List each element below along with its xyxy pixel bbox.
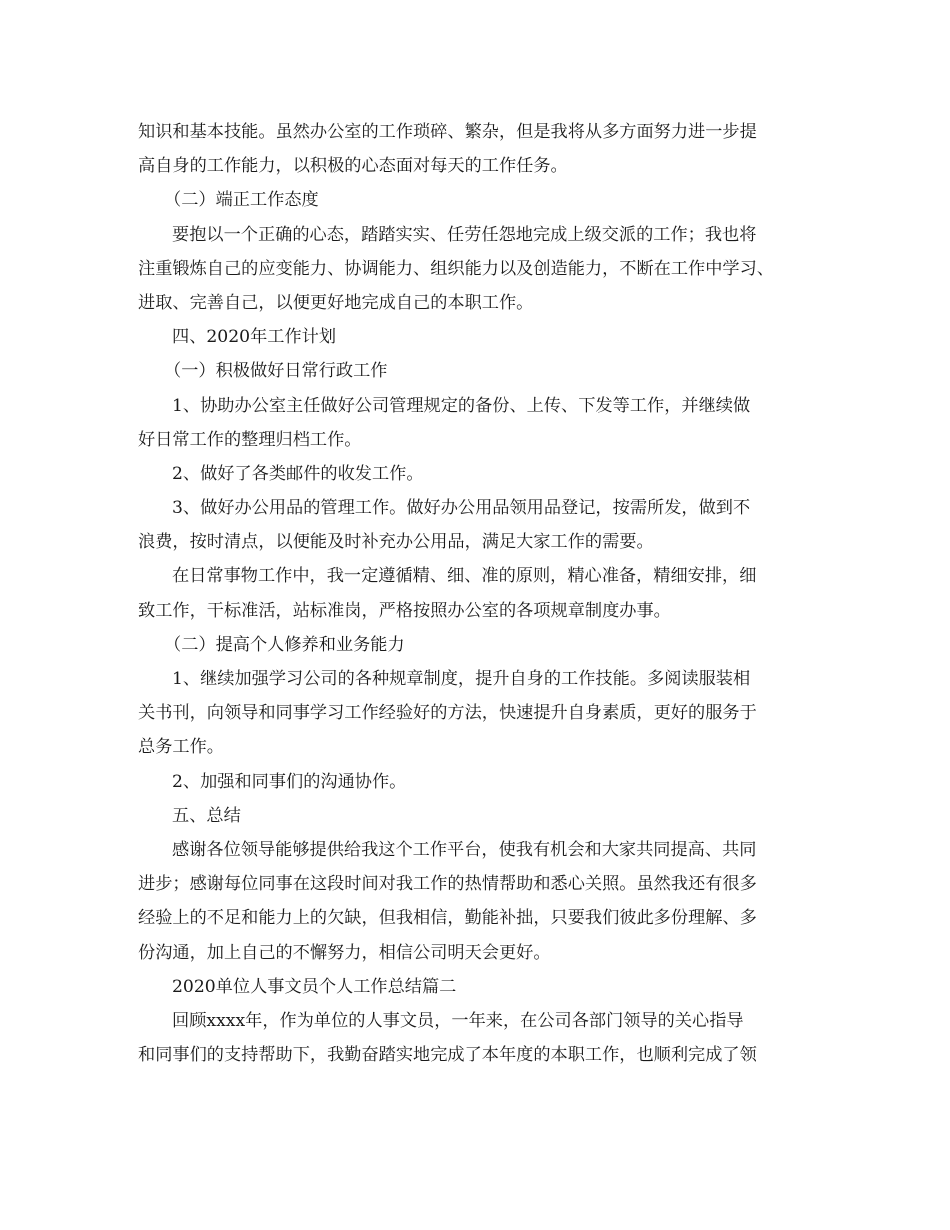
text-line: 注重锻炼自己的应变能力、协调能力、组织能力以及创造能力，不断在工作中学习、: [138, 258, 774, 279]
text-line: 回顾xxxx年，作为单位的人事文员，一年来，在公司各部门领导的关心指导: [172, 1010, 744, 1031]
text-line: 要抱以一个正确的心态，踏踏实实、任劳任怨地完成上级交派的工作；我也将: [172, 224, 757, 245]
text-line: 2、加强和同事们的沟通协作。: [172, 771, 407, 792]
text-line: 1、协助办公室主任做好公司管理规定的备份、上传、下发等工作，并继续做: [172, 395, 751, 416]
text-line: 2、做好了各类邮件的收发工作。: [172, 463, 424, 484]
text-line: 总务工作。: [138, 737, 224, 758]
text-line: 经验上的不足和能力上的欠缺，但我相信，勤能补拙，只要我们彼此多份理解、多: [138, 908, 757, 929]
text-line: 份沟通，加上自己的不懈努力，相信公司明天会更好。: [138, 942, 551, 963]
text-line: 四、2020年工作计划: [172, 327, 337, 348]
text-line: 高自身的工作能力，以积极的心态面对每天的工作任务。: [138, 156, 568, 177]
text-line: 知识和基本技能。虽然办公室的工作琐碎、繁杂，但是我将从多方面努力进一步提: [138, 122, 757, 142]
text-line: 进取、完善自己，以便更好地完成自己的本职工作。: [138, 292, 534, 313]
text-line: 在日常事物工作中，我一定遵循精、细、准的原则，精心准备，精细安排，细: [172, 566, 757, 587]
text-line: 关书刊，向领导和同事学习工作经验好的方法，快速提升自身素质，更好的服务于: [138, 703, 757, 724]
text-line: 进步；感谢每位同事在这段时间对我工作的热情帮助和悉心关照。虽然我还有很多: [138, 874, 757, 895]
text-line: 和同事们的支持帮助下，我勤奋踏实地完成了本年度的本职工作，也顺利完成了领: [138, 1045, 757, 1066]
text-line: （一）积极做好日常行政工作: [164, 361, 388, 382]
text-line: 3、做好办公用品的管理工作。做好办公用品领用品登记，按需所发，做到不: [172, 498, 751, 519]
text-line: 浪费，按时清点，以便能及时补充办公用品，满足大家工作的需要。: [138, 532, 654, 553]
text-line: 致工作，干标准活，站标准岗，严格按照办公室的各项规章制度办事。: [138, 600, 671, 621]
document-body: [138, 115, 818, 1072]
text-line: （二）端正工作态度: [164, 190, 319, 211]
text-line: 感谢各位领导能够提供给我这个工作平台，使我有机会和大家共同提高、共同: [172, 839, 757, 860]
text-line: 五、总结: [172, 805, 241, 826]
text-line: （二）提高个人修养和业务能力: [164, 634, 405, 655]
text-line: 2020单位人事文员个人工作总结篇二: [172, 976, 457, 997]
text-line: 好日常工作的整理归档工作。: [138, 429, 362, 450]
text-line: 1、继续加强学习公司的各种规章制度，提升自身的工作技能。多阅读服装相: [172, 669, 751, 689]
